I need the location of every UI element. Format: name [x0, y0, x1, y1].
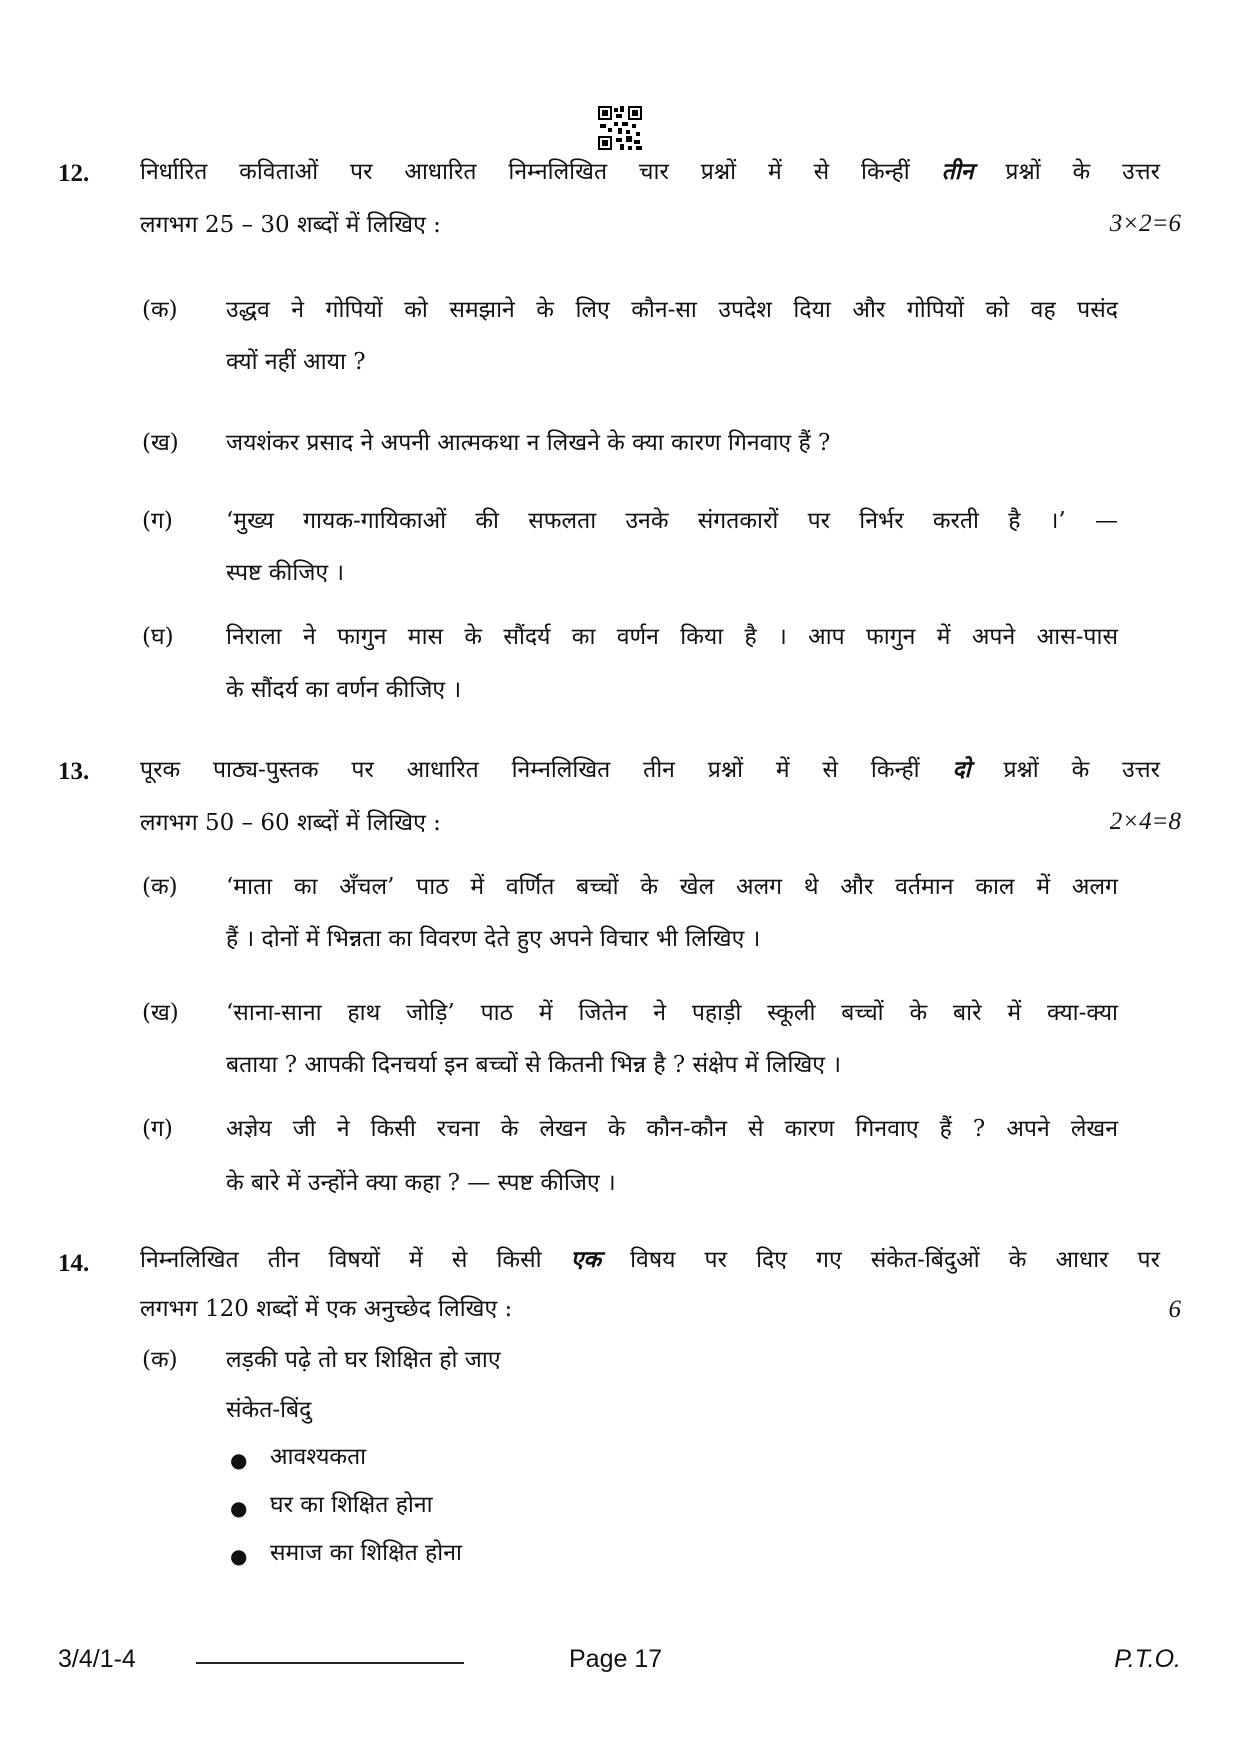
question-instruction: [140, 158, 1160, 187]
sub-question-text: उद्धव ने गोपियों को समझाने के लिए कौन-सा उपदेश दिया और गोपियों को वह पसंद: [226, 297, 1118, 323]
question-number: 13.: [58, 758, 90, 785]
sub-question-text: क्यों नहीं आया ?: [226, 349, 366, 375]
bullet-icon: ●: [230, 1544, 248, 1568]
essay-topic: लड़की पढ़े तो घर शिक्षित हो जाए: [226, 1347, 501, 1373]
sub-question-text: हैं । दोनों में भिन्नता का विवरण देते हुए अपने विचार भी लिखिए ।: [226, 926, 761, 952]
footer-divider: [196, 1662, 464, 1664]
sub-question-text: जयशंकर प्रसाद ने अपनी आत्मकथा न लिखने के क्या कारण गिनवाए हैं ?: [226, 430, 831, 456]
sub-question-label: (क): [142, 874, 178, 900]
sub-question-text: के सौंदर्य का वर्णन कीजिए ।: [226, 677, 462, 703]
question-instruction: [140, 756, 1160, 785]
sub-question-text: ‘साना-साना हाथ जोड़ि’ पाठ में जितेन ने पहाड़ी स्कूली बच्चों के बारे में क्या-क्या: [226, 1000, 1118, 1026]
bullet-icon: ●: [230, 1448, 248, 1472]
sub-question-label: (ख): [142, 430, 179, 456]
instruction-text: निर्धारित कविताओं पर आधारित निम्नलिखित चार प्रश्नों में से किन्हीं: [140, 159, 910, 185]
instruction-keyword: तीन: [941, 158, 974, 185]
page-number: Page 17: [569, 1645, 663, 1673]
question-instruction-line2: लगभग 120 शब्दों में एक अनुच्छेद लिखिए :: [140, 1296, 513, 1322]
instruction-text: प्रश्नों के उत्तर: [1005, 159, 1161, 185]
sub-question-label: (क): [142, 1347, 178, 1373]
sub-question-label: (ख): [142, 1000, 179, 1026]
sub-question-label: (ग): [142, 1116, 173, 1142]
sub-question-text: बताया ? आपकी दिनचर्या इन बच्चों से कितनी भिन्न है ? संक्षेप में लिखिए ।: [226, 1052, 842, 1078]
question-number: 12.: [58, 160, 90, 187]
bullet-icon: ●: [230, 1496, 248, 1520]
sub-question-text: निराला ने फागुन मास के सौंदर्य का वर्णन किया है । आप फागुन में अपने आस-पास: [226, 624, 1118, 650]
hint-item: घर का शिक्षित होना: [270, 1492, 433, 1518]
sub-question-text: ‘माता का अँचल’ पाठ में वर्णित बच्चों के खेल अलग थे और वर्तमान काल में अलग: [226, 874, 1118, 900]
sub-question-text: स्पष्ट कीजिए ।: [226, 560, 345, 586]
question-number: 14.: [58, 1250, 90, 1277]
sub-question-label: (ग): [142, 508, 173, 534]
sub-question-text: ‘मुख्य गायक-गायिकाओं की सफलता उनके संगतकारों पर निर्भर करती है ।’ —: [226, 508, 1118, 534]
hint-item: आवश्यकता: [270, 1444, 367, 1470]
sub-question-label: (क): [142, 297, 178, 323]
instruction-keyword: एक: [570, 1246, 602, 1273]
instruction-text: निम्नलिखित तीन विषयों में से किसी: [140, 1247, 542, 1273]
question-instruction-line2: लगभग 50 – 60 शब्दों में लिखिए :: [140, 810, 441, 836]
question-marks: 3×2=6: [1109, 210, 1181, 237]
instruction-keyword: दो: [952, 756, 971, 783]
sub-question-text: के बारे में उन्होंने क्या कहा ? — स्पष्ट कीजिए ।: [226, 1170, 616, 1196]
sub-question-text: अज्ञेय जी ने किसी रचना के लेखन के कौन-कौन से कारण गिनवाए हैं ? अपने लेखन: [226, 1116, 1118, 1142]
question-instruction: [140, 1246, 1160, 1275]
hint-item: समाज का शिक्षित होना: [270, 1540, 462, 1566]
question-marks: 2×4=8: [1109, 808, 1181, 835]
question-marks: 6: [1168, 1296, 1181, 1323]
paper-code: 3/4/1-4: [58, 1645, 136, 1673]
instruction-text: विषय पर दिए गए संकेत-बिंदुओं के आधार पर: [630, 1247, 1160, 1273]
hints-heading: संकेत-बिंदु: [226, 1397, 312, 1423]
instruction-text: पूरक पाठ्य-पुस्तक पर आधारित निम्नलिखित तीन प्रश्नों में से किन्हीं: [140, 757, 920, 783]
qr-code: [598, 106, 642, 150]
instruction-text: प्रश्नों के उत्तर: [1003, 757, 1161, 783]
sub-question-label: (घ): [142, 624, 174, 650]
please-turn-over: P.T.O.: [1114, 1645, 1181, 1673]
question-instruction-line2: लगभग 25 – 30 शब्दों में लिखिए :: [140, 212, 441, 238]
